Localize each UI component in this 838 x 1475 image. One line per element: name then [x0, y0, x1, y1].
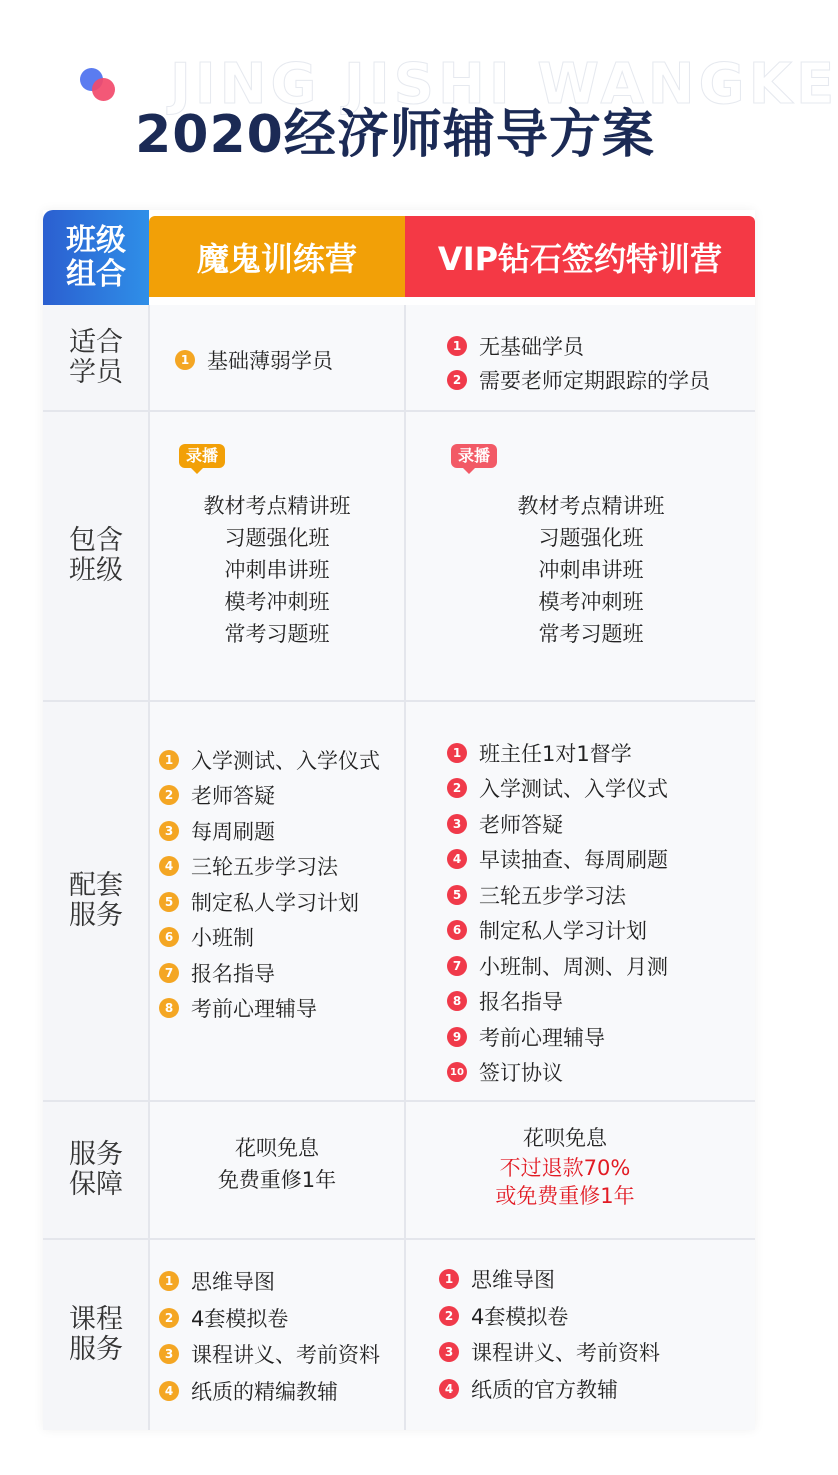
- class-item: 模考冲刺班: [538, 590, 644, 614]
- list-item: [175, 345, 333, 375]
- list-item-text: 三轮五步学习法: [479, 883, 626, 908]
- row-label-line: 保障: [69, 1169, 123, 1200]
- list-item: [447, 806, 668, 842]
- row-divider: [43, 410, 755, 412]
- plan-a-guarantee-lines: [149, 1132, 405, 1196]
- list-item: [447, 948, 668, 984]
- list-item-text: 无基础学员: [479, 335, 584, 359]
- plan-b-course-list: [439, 1261, 660, 1407]
- list-item-text: 4套模拟卷: [471, 1304, 569, 1329]
- plan-b-guarantee-lines: [405, 1122, 725, 1210]
- header-watermark: JING JISHI WANGKE: [170, 52, 838, 117]
- list-item-text: 签订协议: [479, 1061, 563, 1086]
- list-item: [159, 1263, 380, 1300]
- number-3-icon: 3: [439, 1342, 459, 1362]
- list-item-text: 课程讲义、考前资料: [191, 1343, 380, 1368]
- plan-a-services-list: [159, 742, 380, 1026]
- list-item: [159, 813, 380, 849]
- number-1-icon: 1: [159, 750, 179, 770]
- list-item-text: 三轮五步学习法: [191, 855, 338, 880]
- number-2-icon: 2: [159, 1308, 179, 1328]
- list-item: [159, 920, 380, 956]
- list-item-text: 纸质的精编教辅: [191, 1379, 338, 1404]
- list-item-text: 老师答疑: [191, 784, 275, 809]
- plan-b-guarantee-cell: [405, 1102, 755, 1238]
- list-item-text: 报名指导: [479, 990, 563, 1015]
- list-item-text: 入学测试、入学仪式: [479, 777, 668, 802]
- list-item-text: 纸质的官方教辅: [471, 1377, 618, 1402]
- number-1-icon: 1: [175, 350, 195, 370]
- plan-b-suitable-cell: [405, 305, 755, 410]
- plan-a-header: 魔鬼训练营: [149, 216, 405, 297]
- list-item: [447, 1019, 668, 1055]
- list-item: [159, 849, 380, 885]
- list-item-text: 制定私人学习计划: [479, 919, 647, 944]
- class-item: 常考习题班: [538, 622, 644, 646]
- category-header-line-1: 班级: [66, 222, 126, 258]
- list-item-text: 每周刷题: [191, 819, 275, 844]
- number-7-icon: 7: [447, 956, 467, 976]
- row-label-services: [43, 702, 149, 1100]
- list-item: [159, 955, 380, 991]
- row-divider: [43, 1238, 755, 1240]
- list-item-text: 考前心理辅导: [479, 1025, 605, 1050]
- list-item: [447, 1055, 668, 1091]
- category-header: [43, 210, 149, 305]
- guarantee-item-highlight: 不过退款70%: [499, 1156, 631, 1180]
- number-7-icon: 7: [159, 963, 179, 983]
- list-item-text: 思维导图: [191, 1270, 275, 1295]
- list-item-text: 需要老师定期跟踪的学员: [479, 369, 710, 393]
- row-label-classes: [43, 412, 149, 700]
- list-item: [447, 984, 668, 1020]
- list-item-text: 基础薄弱学员: [207, 349, 333, 373]
- number-8-icon: 8: [447, 991, 467, 1011]
- row-label-line: 适合: [69, 326, 123, 358]
- list-item: [447, 913, 668, 949]
- list-item: [159, 742, 380, 778]
- list-item: [159, 1336, 380, 1373]
- number-9-icon: 9: [447, 1027, 467, 1047]
- number-1-icon: 1: [439, 1269, 459, 1289]
- class-item: 教材考点精讲班: [203, 494, 351, 518]
- plan-b-services-cell: [405, 702, 755, 1100]
- plan-a-course-cell: [149, 1240, 405, 1430]
- row-label-course: [43, 1240, 149, 1430]
- list-item: [439, 1371, 660, 1408]
- number-6-icon: 6: [159, 927, 179, 947]
- guarantee-item: 免费重修1年: [217, 1168, 337, 1192]
- list-item: [159, 1373, 380, 1410]
- list-item-text: 老师答疑: [479, 812, 563, 837]
- list-item-text: 考前心理辅导: [191, 997, 317, 1022]
- number-2-icon: 2: [447, 370, 467, 390]
- number-2-icon: 2: [159, 785, 179, 805]
- plan-a-classes-list: [149, 490, 405, 650]
- list-item-text: 早读抽查、每周刷题: [479, 848, 668, 873]
- number-3-icon: 3: [159, 1344, 179, 1364]
- guarantee-item-highlight: 或免费重修1年: [495, 1184, 635, 1208]
- list-item-text: 班主任1对1督学: [479, 741, 632, 766]
- row-label-line: 包含: [69, 525, 123, 556]
- row-divider: [43, 1100, 755, 1102]
- row-label-line: 学员: [69, 356, 123, 388]
- number-8-icon: 8: [159, 998, 179, 1018]
- list-item-text: 4套模拟卷: [191, 1306, 289, 1331]
- class-item: 模考冲刺班: [224, 590, 330, 614]
- class-item: 冲刺串讲班: [538, 558, 644, 582]
- list-item-text: 入学测试、入学仪式: [191, 748, 380, 773]
- recorded-badge: 录播: [179, 444, 225, 468]
- list-item: [159, 884, 380, 920]
- list-item-text: 报名指导: [191, 961, 275, 986]
- number-6-icon: 6: [447, 920, 467, 940]
- guarantee-item: 花呗免息: [235, 1136, 319, 1160]
- class-item: 冲刺串讲班: [224, 558, 330, 582]
- list-item: [447, 771, 668, 807]
- row-label-line: 服务: [69, 1334, 123, 1365]
- class-item: 常考习题班: [224, 622, 330, 646]
- list-item: [439, 1298, 660, 1335]
- number-1-icon: 1: [447, 336, 467, 356]
- list-item: [439, 1261, 660, 1298]
- plan-a-suitable-cell: [149, 305, 405, 410]
- number-1-icon: 1: [159, 1271, 179, 1291]
- plan-a-suitable-list: [175, 345, 333, 375]
- page-title: 2020经济师辅导方案: [135, 105, 655, 165]
- category-header-line-2: 组合: [66, 256, 126, 292]
- plan-b-header: VIP钻石签约特训营: [405, 216, 755, 297]
- comparison-table: [43, 210, 755, 1430]
- number-5-icon: 5: [447, 885, 467, 905]
- number-1-icon: 1: [447, 743, 467, 763]
- guarantee-item: 花呗免息: [523, 1126, 607, 1150]
- number-3-icon: 3: [159, 821, 179, 841]
- number-2-icon: 2: [439, 1306, 459, 1326]
- list-item-text: 课程讲义、考前资料: [471, 1341, 660, 1366]
- class-item: 教材考点精讲班: [517, 494, 665, 518]
- list-item: [447, 877, 668, 913]
- class-item: 习题强化班: [538, 526, 644, 550]
- column-divider: [148, 305, 150, 1430]
- list-item-text: 小班制、周测、月测: [479, 954, 668, 979]
- plan-b-classes-list: [405, 490, 777, 650]
- number-3-icon: 3: [447, 814, 467, 834]
- list-item: [447, 363, 710, 397]
- plan-a-course-list: [159, 1263, 380, 1409]
- list-item: [159, 991, 380, 1027]
- column-divider: [404, 305, 406, 1430]
- plan-a-guarantee-cell: [149, 1102, 405, 1238]
- row-label-suitable: [43, 305, 149, 410]
- number-4-icon: 4: [159, 856, 179, 876]
- plan-a-services-cell: [149, 702, 405, 1100]
- number-4-icon: 4: [159, 1381, 179, 1401]
- list-item: [159, 778, 380, 814]
- row-label-line: 服务: [69, 1139, 123, 1170]
- row-label-guarantee: [43, 1102, 149, 1238]
- row-label-line: 班级: [69, 555, 123, 586]
- number-4-icon: 4: [447, 849, 467, 869]
- list-item: [447, 842, 668, 878]
- row-label-line: 服务: [69, 900, 123, 931]
- recorded-badge: 录播: [451, 444, 497, 468]
- list-item: [447, 735, 668, 771]
- number-5-icon: 5: [159, 892, 179, 912]
- plan-b-classes-cell: [405, 412, 755, 700]
- list-item: [439, 1334, 660, 1371]
- plan-b-course-cell: [405, 1240, 755, 1430]
- row-divider: [43, 700, 755, 702]
- number-4-icon: 4: [439, 1379, 459, 1399]
- list-item-text: 思维导图: [471, 1268, 555, 1293]
- number-2-icon: 2: [447, 778, 467, 798]
- list-item: [447, 329, 710, 363]
- plan-b-suitable-list: [447, 329, 710, 397]
- list-item: [159, 1300, 380, 1337]
- plan-a-classes-cell: [149, 412, 405, 700]
- row-label-line: 配套: [69, 870, 123, 901]
- list-item-text: 小班制: [191, 926, 254, 951]
- row-label-line: 课程: [69, 1304, 123, 1335]
- list-item-text: 制定私人学习计划: [191, 890, 359, 915]
- class-item: 习题强化班: [224, 526, 330, 550]
- plan-b-services-list: [447, 735, 668, 1090]
- number-10-icon: 10: [447, 1062, 467, 1082]
